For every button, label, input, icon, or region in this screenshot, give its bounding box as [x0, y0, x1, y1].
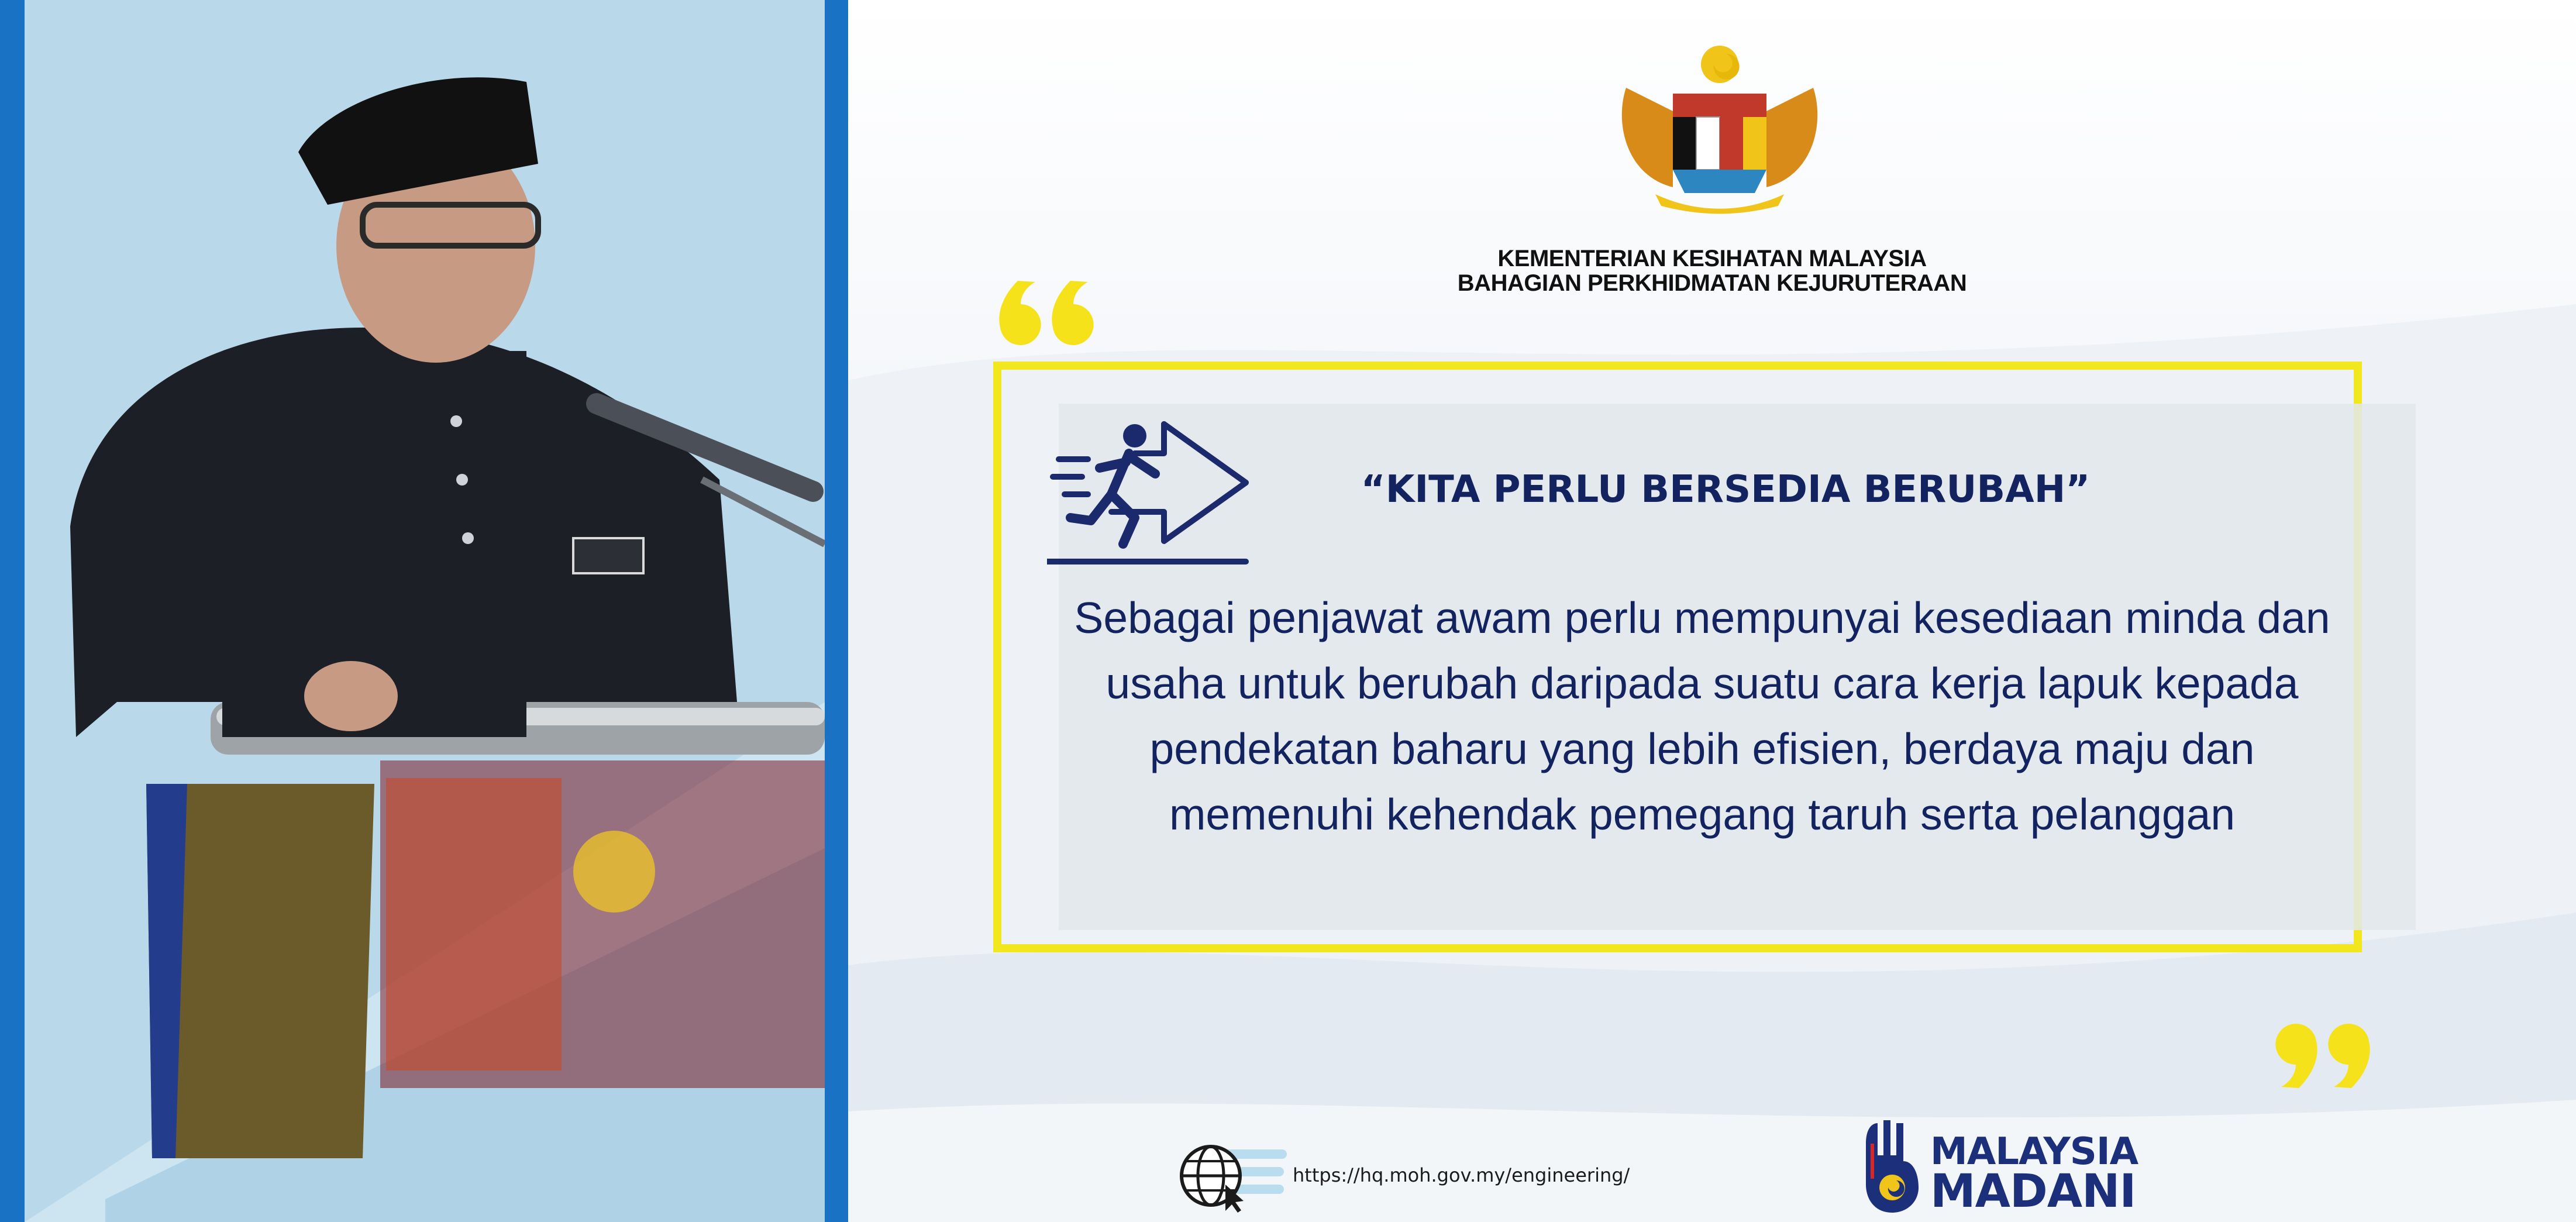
quote-open-icon: [994, 275, 1106, 345]
coat-of-arms-icon: [1603, 41, 1837, 216]
division-name: BAHAGIAN PERKHIDMATAN KEJURUTERAAN: [1457, 270, 1967, 296]
website-url[interactable]: https://hq.moh.gov.my/engineering/: [1293, 1164, 1630, 1186]
quote-close-icon: [2264, 1024, 2375, 1094]
ministry-name: KEMENTERIAN KESIHATAN MALAYSIA: [1497, 246, 1927, 271]
globe-cursor-icon: [1176, 1138, 1293, 1214]
quote-panel: [848, 0, 2576, 1222]
brand-malaysia: MALAYSIA: [1930, 1130, 2138, 1173]
speaker-photo-panel: [0, 0, 848, 1222]
brand-madani: MADANI: [1930, 1165, 2136, 1218]
speaker-photo: [0, 0, 848, 1222]
divider-blue-bar: [825, 0, 848, 1222]
quote-body: Sebagai penjawat awam perlu mempunyai kesediaan minda dan usaha untuk berubah daripada suatu cara kerja lapuk kepada pendekatan baharu yang lebih efisien, berdaya maju dan memenuhi kehendak pemegang taruh serta pelanggan: [1074, 593, 2330, 839]
malaysia-madani-logo-icon: [1860, 1120, 1924, 1214]
left-blue-bar: [0, 0, 25, 1222]
quote-headline: “KITA PERLU BERSEDIA BERUBAH”: [1361, 468, 2091, 511]
